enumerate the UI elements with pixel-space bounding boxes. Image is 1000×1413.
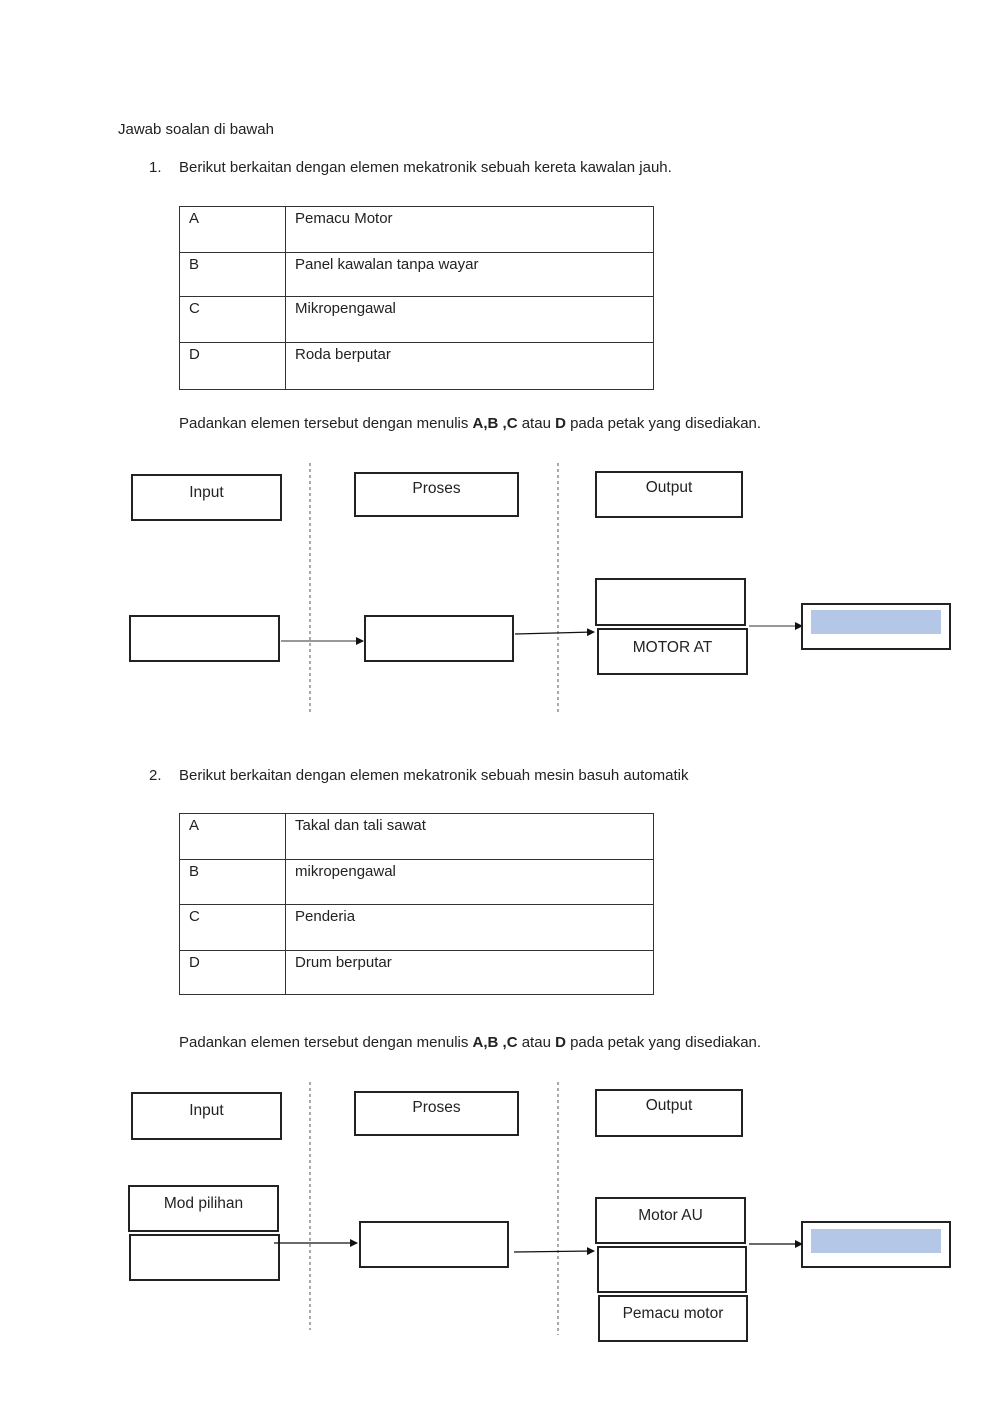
table-value: Drum berputar — [286, 951, 654, 995]
q2-arrow-proses-to-output — [514, 1251, 594, 1252]
q1-output-header: Output — [595, 471, 743, 518]
question-2-number: 2. — [149, 767, 162, 784]
q1-arrow-proses-to-output — [515, 632, 594, 634]
question-1-number: 1. — [149, 159, 162, 176]
instruction-text: Padankan elemen tersebut dengan menulis — [179, 1034, 473, 1051]
q1-input-header: Input — [131, 474, 282, 521]
table-key: D — [180, 951, 286, 995]
question-1-prompt: Berikut berkaitan dengan elemen mekatronik sebuah kereta kawalan jauh. — [179, 159, 672, 176]
table-key: A — [180, 207, 286, 253]
instruction-bold: A,B ,C — [472, 1034, 518, 1051]
table-key: C — [180, 297, 286, 343]
q2-output-motor-au: Motor AU — [595, 1197, 746, 1244]
instruction-text: atau — [517, 415, 556, 432]
table-key: B — [180, 860, 286, 905]
table-value: Pemacu Motor — [286, 207, 654, 253]
instruction-bold: D — [555, 1034, 566, 1051]
table-key: C — [180, 905, 286, 951]
table-value: Roda berputar — [286, 343, 654, 390]
q1-proses-header: Proses — [354, 472, 519, 517]
table-value: Panel kawalan tanpa wayar — [286, 253, 654, 297]
table-value: mikropengawal — [286, 860, 654, 905]
worksheet-header: Jawab soalan di bawah — [118, 121, 274, 138]
instruction-bold: D — [555, 415, 566, 432]
q2-output-pemacu-motor: Pemacu motor — [598, 1295, 748, 1342]
instruction-text: atau — [517, 1034, 556, 1051]
instruction-text: pada petak yang disediakan. — [565, 1034, 762, 1051]
table-value: Takal dan tali sawat — [286, 814, 654, 860]
table-key: D — [180, 343, 286, 390]
q2-output-header: Output — [595, 1089, 743, 1137]
q2-input-mod-pilihan: Mod pilihan — [128, 1185, 279, 1232]
table-key: B — [180, 253, 286, 297]
instruction-text: Padankan elemen tersebut dengan menulis — [179, 415, 473, 432]
instruction-bold: A,B ,C — [472, 415, 518, 432]
table-key: A — [180, 814, 286, 860]
q1-output-motor-at: MOTOR AT — [597, 628, 748, 675]
question-2-prompt: Berikut berkaitan dengan elemen mekatronik sebuah mesin basuh automatik — [179, 767, 689, 784]
table-value: Penderia — [286, 905, 654, 951]
instruction-text: pada petak yang disediakan. — [565, 415, 762, 432]
table-value: Mikropengawal — [286, 297, 654, 343]
q2-proses-header: Proses — [354, 1091, 519, 1136]
q2-input-header: Input — [131, 1092, 282, 1140]
